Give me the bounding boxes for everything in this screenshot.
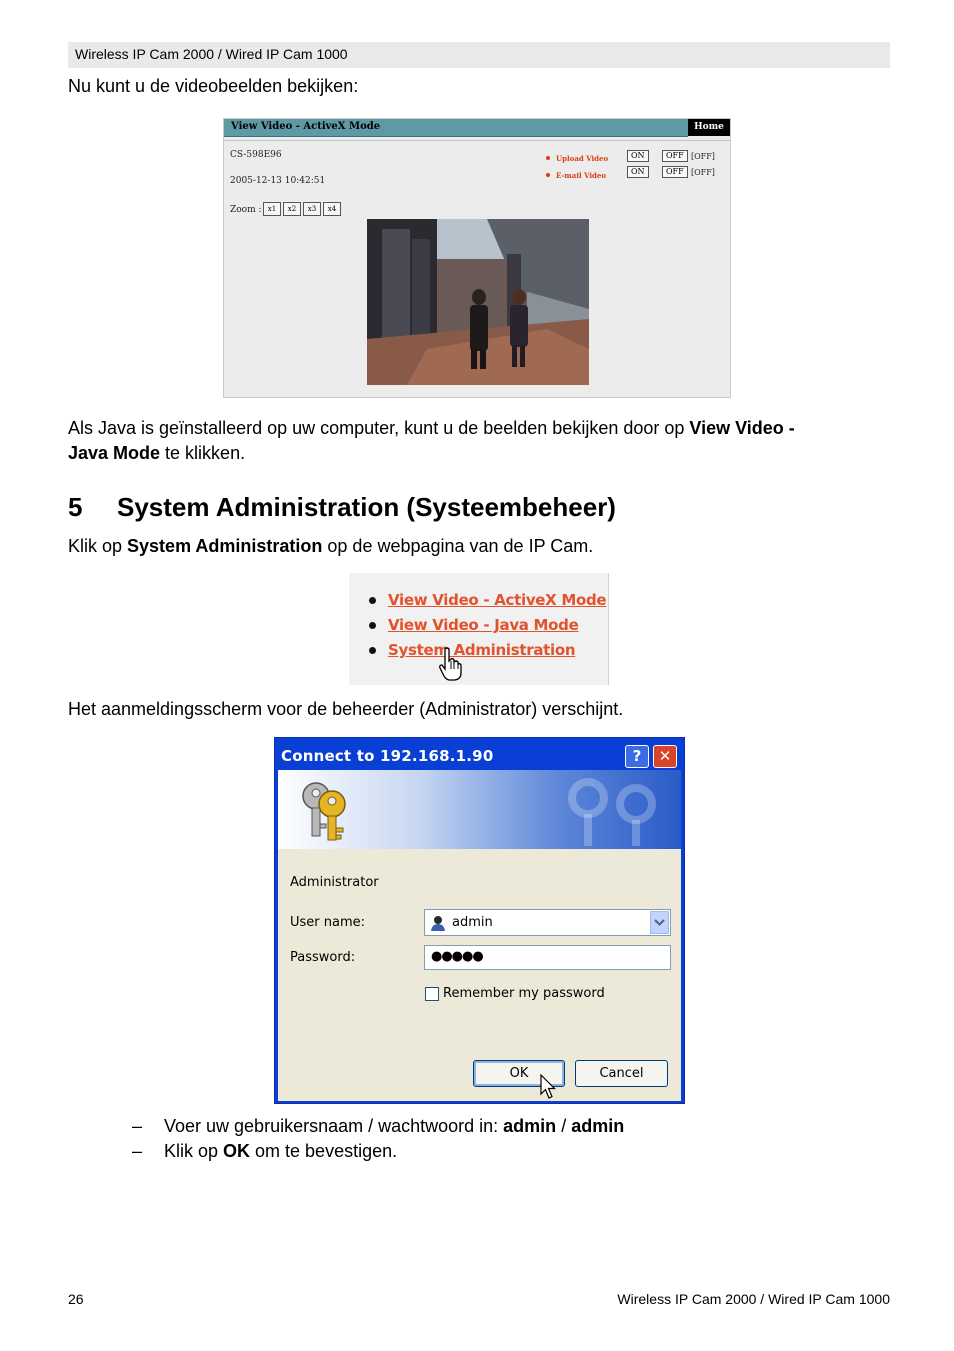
java-text-1: Als Java is geïnstalleerd op uw computer, kunt u de beelden bekijken door op bbox=[68, 418, 690, 438]
section-number: 5 bbox=[68, 492, 83, 522]
help-button[interactable]: ? bbox=[625, 745, 649, 768]
click-bold: System Administration bbox=[127, 536, 323, 556]
password-value: ●●●●● bbox=[431, 949, 483, 964]
dialog-body bbox=[278, 849, 681, 1101]
password-label: Password: bbox=[290, 950, 356, 965]
email-on-button[interactable]: ON bbox=[627, 166, 649, 178]
username-combobox[interactable] bbox=[424, 909, 671, 936]
java-paragraph bbox=[68, 416, 890, 466]
java-bold-1: View Video - bbox=[689, 418, 795, 438]
link-view-video-java[interactable]: View Video - Java Mode bbox=[388, 616, 579, 634]
page-number: 26 bbox=[68, 1291, 84, 1307]
login-intro-paragraph: Het aanmeldingsscherm voor de beheerder (Administrator) verschijnt. bbox=[68, 699, 624, 719]
bullet-icon bbox=[369, 622, 376, 629]
link-view-video-activex[interactable]: View Video - ActiveX Mode bbox=[388, 591, 607, 609]
bullet-icon bbox=[369, 597, 376, 604]
remember-label: Remember my password bbox=[443, 986, 605, 1001]
zoom-x1-button[interactable]: x1 bbox=[263, 202, 281, 216]
chevron-down-icon bbox=[651, 912, 668, 933]
user-icon bbox=[429, 914, 447, 932]
activex-screenshot bbox=[223, 118, 731, 398]
dialog-title: Connect to 192.168.1.90 bbox=[281, 747, 494, 765]
step-dash: – bbox=[132, 1141, 143, 1161]
close-button[interactable]: ✕ bbox=[653, 745, 677, 768]
connect-dialog bbox=[274, 737, 685, 1104]
ok-button[interactable]: OK bbox=[473, 1060, 565, 1087]
zoom-x3-button[interactable]: x3 bbox=[303, 202, 321, 216]
step-separator: / bbox=[556, 1116, 572, 1136]
links-screenshot bbox=[349, 573, 609, 685]
camera-id: CS-598E96 bbox=[230, 150, 282, 160]
zoom-x2-button[interactable]: x2 bbox=[283, 202, 301, 216]
step-bold-ok: OK bbox=[223, 1141, 251, 1161]
watermark-keys-icon bbox=[548, 774, 678, 846]
step-bold-password: admin bbox=[571, 1116, 625, 1136]
step-text: Klik op bbox=[164, 1141, 224, 1161]
keys-icon bbox=[294, 778, 360, 844]
email-video-link[interactable]: E-mail Video bbox=[556, 171, 607, 180]
password-field[interactable] bbox=[424, 945, 671, 970]
dialog-banner bbox=[278, 770, 681, 849]
step-enter-credentials bbox=[164, 1114, 624, 1139]
hand-cursor-icon bbox=[439, 647, 463, 683]
bullet-icon bbox=[546, 156, 550, 160]
username-label: User name: bbox=[290, 915, 366, 930]
step-bold-username: admin bbox=[503, 1116, 557, 1136]
upload-on-button[interactable]: ON bbox=[627, 150, 649, 162]
email-off-button[interactable]: OFF bbox=[662, 166, 688, 178]
step-click-ok bbox=[164, 1139, 397, 1164]
bullet-icon bbox=[546, 173, 550, 177]
intro-paragraph: Nu kunt u de videobeelden bekijken: bbox=[68, 76, 359, 96]
link-system-administration[interactable]: System Administration bbox=[388, 641, 576, 659]
bullet-icon bbox=[369, 647, 376, 654]
activex-title: View Video - ActiveX Mode bbox=[231, 121, 381, 132]
java-bold-2: Java Mode bbox=[68, 443, 161, 463]
arrow-cursor-icon bbox=[540, 1074, 556, 1100]
zoom-label: Zoom : bbox=[230, 205, 262, 215]
running-header bbox=[68, 42, 890, 68]
step-text-rest: om te bevestigen. bbox=[250, 1141, 398, 1161]
upload-status: [OFF] bbox=[691, 152, 715, 161]
cancel-button[interactable]: Cancel bbox=[575, 1060, 668, 1087]
activex-title-bar bbox=[224, 119, 688, 137]
remember-checkbox[interactable] bbox=[425, 987, 439, 1001]
home-button[interactable]: Home bbox=[688, 119, 730, 136]
click-text-1: Klik op bbox=[68, 536, 128, 556]
running-footer: Wireless IP Cam 2000 / Wired IP Cam 1000 bbox=[617, 1291, 890, 1307]
running-header-text: Wireless IP Cam 2000 / Wired IP Cam 1000 bbox=[75, 46, 348, 62]
upload-off-button[interactable]: OFF bbox=[662, 150, 688, 162]
upload-video-link[interactable]: Upload Video bbox=[556, 154, 609, 163]
zoom-x4-button[interactable]: x4 bbox=[323, 202, 341, 216]
step-text: Voer uw gebruikersnaam / wachtwoord in: bbox=[164, 1116, 504, 1136]
video-feed-image bbox=[367, 219, 589, 385]
camera-datetime: 2005-12-13 10:42:51 bbox=[230, 176, 326, 186]
click-text-2: op de webpagina van de IP Cam. bbox=[322, 536, 594, 556]
realm-text: Administrator bbox=[290, 875, 379, 890]
username-value: admin bbox=[452, 915, 493, 930]
section-title: System Administration (Systeembeheer) bbox=[117, 492, 616, 522]
email-status: [OFF] bbox=[691, 168, 715, 177]
divider bbox=[224, 140, 730, 141]
click-paragraph bbox=[68, 534, 593, 559]
dropdown-button[interactable] bbox=[650, 911, 669, 934]
step-dash: – bbox=[132, 1116, 143, 1136]
java-text-2: te klikken. bbox=[160, 443, 246, 463]
